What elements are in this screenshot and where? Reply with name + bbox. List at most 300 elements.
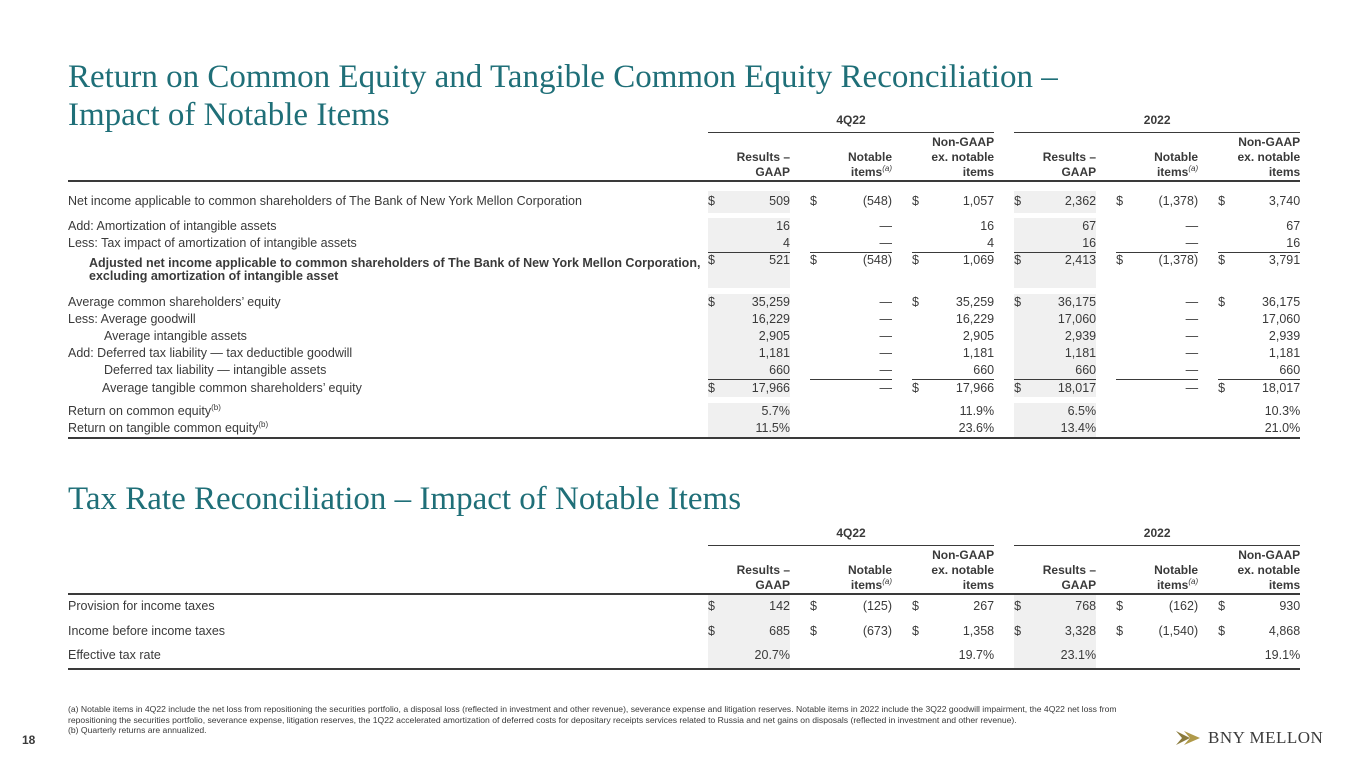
footnote-b: (b) Quarterly returns are annualized. [68, 725, 207, 735]
currency-symbol [810, 345, 836, 362]
tax-period-header-row [68, 525, 1300, 546]
column-header-nongaap: Non-GAAP ex. notable items [912, 546, 994, 594]
currency-symbol [1116, 311, 1142, 328]
column-gap [790, 594, 810, 619]
column-gap [1198, 594, 1218, 619]
value-cell: 11.5% [734, 420, 790, 438]
column-gap [892, 218, 912, 235]
value-cell: 10.3% [1264, 404, 1301, 418]
value-cell: 685 [734, 619, 790, 644]
column-gap [1198, 644, 1218, 669]
column-gap [1198, 328, 1218, 345]
value-cell: 36,175 [1261, 295, 1301, 309]
column-gap [790, 235, 810, 253]
column-gap [1198, 345, 1218, 362]
row-label: Net income applicable to common shareholders of The Bank of New York Mellon Corporation [68, 194, 582, 208]
row-label: Adjusted net income applicable to common shareholders of The Bank of New York Mellon Corporation, excluding amortization of intangible asset [89, 256, 701, 283]
column-gap [1198, 619, 1218, 644]
column-gap [1096, 345, 1116, 362]
currency-symbol: $ [912, 623, 919, 638]
value-cell: — [1185, 329, 1199, 343]
value-cell: (162) [1168, 599, 1199, 613]
currency-symbol [708, 403, 734, 420]
currency-symbol [1116, 403, 1142, 420]
column-gap [1198, 191, 1218, 213]
currency-symbol: $ [1116, 252, 1124, 267]
row-label: Return on tangible common equity$^{(b)}$ [68, 420, 708, 438]
currency-symbol [1014, 644, 1040, 669]
currency-symbol: $ [1014, 294, 1040, 311]
row-label: Effective tax rate [68, 644, 708, 669]
footnote-ref-a: (a) [882, 576, 892, 586]
value-cell: 16 [1244, 235, 1300, 253]
value-cell [836, 403, 892, 420]
currency-symbol [1116, 235, 1142, 253]
currency-symbol: $ [1116, 599, 1124, 613]
currency-symbol [1116, 294, 1142, 311]
column-gap [790, 362, 810, 380]
value-cell: 1,181 [734, 345, 790, 362]
column-gap [892, 294, 912, 311]
row-label: Average common shareholders’ equity [68, 295, 281, 309]
currency-symbol: $ [810, 623, 817, 638]
value-cell [1142, 644, 1198, 669]
column-gap [892, 619, 912, 644]
column-gap [1096, 362, 1116, 380]
page-number: 18 [22, 733, 36, 747]
spacer-row [68, 181, 1300, 191]
value-cell: — [1185, 312, 1199, 326]
currency-symbol [810, 218, 836, 235]
row-label: Add: Deferred tax liability — tax deductible goodwill [68, 346, 353, 360]
column-gap [1198, 294, 1218, 311]
value-cell: 660 [734, 362, 790, 380]
column-header-gaap: Results – GAAP [708, 546, 790, 594]
currency-symbol [1116, 362, 1142, 380]
currency-symbol [1218, 328, 1244, 345]
value-cell: 18,017 [1040, 380, 1096, 398]
currency-symbol [912, 345, 938, 362]
column-gap [994, 380, 1014, 398]
value-cell [836, 420, 892, 438]
value-cell: 4 [734, 235, 790, 253]
currency-symbol: $ [1116, 623, 1124, 638]
currency-symbol [1014, 235, 1040, 253]
value-cell: 67 [1040, 218, 1096, 235]
value-cell: 2,362 [1040, 191, 1096, 213]
value-cell: 18,017 [1261, 381, 1301, 395]
currency-symbol [708, 420, 734, 438]
header-spacer [68, 525, 708, 546]
currency-symbol: $ [1218, 252, 1226, 267]
header-gap [892, 133, 912, 181]
value-cell: 1,181 [1040, 345, 1096, 362]
value-cell: 5.7% [734, 403, 790, 420]
value-cell: 3,740 [1268, 194, 1301, 208]
currency-symbol [1218, 235, 1244, 253]
bny-mellon-logo-icon [1176, 729, 1202, 747]
currency-symbol [1014, 218, 1040, 235]
table-row [68, 380, 1300, 398]
value-cell: 660 [1040, 362, 1096, 380]
value-cell: 2,939 [1268, 329, 1301, 343]
header-gap [1198, 546, 1218, 594]
currency-symbol: $ [1218, 381, 1226, 395]
tax-column-header-row [68, 546, 1300, 594]
value-cell: 4 [938, 235, 994, 253]
row-label: Less: Tax impact of amortization of intangible assets [68, 235, 357, 250]
currency-symbol [708, 328, 734, 345]
currency-symbol [1116, 644, 1142, 669]
value-cell: 13.4% [1040, 420, 1096, 438]
value-cell: — [836, 235, 892, 253]
column-gap [1096, 235, 1116, 253]
currency-symbol: $ [1116, 194, 1124, 208]
value-cell: — [1142, 235, 1198, 253]
row-label: Income before income taxes [68, 623, 226, 638]
period-header-4q22: 4Q22 [708, 112, 994, 133]
currency-symbol [810, 420, 836, 438]
logo-text: BNY MELLON [1208, 728, 1324, 747]
currency-symbol: $ [1014, 252, 1040, 288]
footnote-ref-b: (b) [211, 402, 221, 412]
column-gap [1198, 235, 1218, 253]
value-cell: 3,328 [1040, 619, 1096, 644]
value-cell: — [1185, 346, 1199, 360]
column-gap [994, 619, 1014, 644]
column-gap [892, 191, 912, 213]
column-gap [790, 311, 810, 328]
value-cell: 35,259 [955, 295, 995, 309]
value-cell: 35,259 [734, 294, 790, 311]
column-gap [892, 362, 912, 380]
roe-period-header-row [68, 112, 1300, 133]
spacer-cell [68, 181, 1300, 191]
value-cell: 17,966 [734, 380, 790, 398]
value-cell: 20.7% [734, 644, 790, 669]
currency-symbol [912, 644, 938, 669]
value-cell: 11.9% [959, 404, 995, 418]
column-gap [892, 345, 912, 362]
column-gap [1198, 380, 1218, 398]
header-label-spacer [68, 133, 708, 181]
column-gap [790, 328, 810, 345]
column-gap [1198, 218, 1218, 235]
column-gap [790, 644, 810, 669]
currency-symbol [1014, 345, 1040, 362]
value-cell: 21.0% [1244, 420, 1300, 438]
table-row [68, 218, 1300, 235]
currency-symbol: $ [912, 252, 919, 267]
currency-symbol: $ [1014, 619, 1040, 644]
column-gap [1198, 420, 1218, 438]
value-cell: 17,060 [1040, 311, 1096, 328]
value-cell [1142, 420, 1198, 438]
value-cell: 3,791 [1268, 252, 1301, 267]
column-gap [994, 328, 1014, 345]
currency-symbol [1014, 420, 1040, 438]
value-cell: — [879, 312, 892, 326]
column-gap [892, 328, 912, 345]
column-gap [892, 644, 912, 669]
currency-symbol: $ [1218, 194, 1226, 208]
period-header-4q22: 4Q22 [708, 525, 994, 546]
value-cell: 1,358 [962, 623, 995, 638]
value-cell: 19.7% [938, 644, 994, 669]
row-label: Return on common equity$^{(b)}$ [68, 402, 221, 418]
column-gap [1096, 294, 1116, 311]
column-header-gaap: Results – GAAP [708, 133, 790, 181]
value-cell: 1,181 [962, 346, 995, 360]
table-row [68, 403, 1300, 420]
currency-symbol: $ [912, 599, 919, 613]
footnote-ref-a: (a) [1188, 163, 1199, 173]
value-cell: — [879, 295, 892, 309]
column-gap [1198, 362, 1218, 380]
column-gap [994, 594, 1014, 619]
value-cell: — [1185, 218, 1199, 233]
value-cell: — [879, 218, 892, 233]
currency-symbol [810, 380, 836, 398]
column-gap [1096, 218, 1116, 235]
value-cell: 2,413 [1040, 252, 1096, 288]
column-gap [892, 594, 912, 619]
column-gap [994, 403, 1014, 420]
table-row [68, 594, 1300, 619]
value-cell: 768 [1040, 594, 1096, 619]
value-cell: — [879, 346, 892, 360]
header-gap [1198, 133, 1218, 181]
value-cell: — [879, 329, 892, 343]
currency-symbol [810, 403, 836, 420]
currency-symbol: $ [708, 380, 734, 398]
footnote-a: (a) Notable items in 4Q22 include the net loss from repositioning the securities portfolio, a disposal loss (reflected in investment and other revenue), severance expense and litigation reserves. Notable items in 2022 include the 3Q22 goodwill impairment, the 4Q22 net loss from repositioning the securities portfolio, severance expense, litigation reserves, the 1Q22 accelerated amortization of deferred costs for depositary receipts services related to Russia and net gains on disposals (reflected in investment and other revenue). [68, 704, 1117, 725]
column-gap [1096, 328, 1116, 345]
value-cell: — [879, 381, 892, 395]
column-header-gaap: Results – GAAP [1014, 133, 1096, 181]
currency-symbol [1014, 403, 1040, 420]
column-gap [994, 218, 1014, 235]
currency-symbol [810, 235, 836, 253]
column-gap [1096, 380, 1116, 398]
page-title: Return on Common Equity and Tangible Common Equity Reconciliation – Impact of Notable Items [68, 59, 1058, 133]
bny-mellon-logo [1176, 728, 1323, 748]
currency-symbol [912, 362, 938, 380]
column-gap [994, 644, 1014, 669]
currency-symbol [1116, 218, 1142, 235]
value-cell: 660 [1244, 362, 1300, 380]
value-cell: 19.1% [1244, 644, 1300, 669]
section-title-tax-rate: Tax Rate Reconciliation – Impact of Notable Items [68, 481, 742, 517]
value-cell: (1,540) [1158, 623, 1199, 638]
header-gap [892, 546, 912, 594]
value-cell: (1,378) [1158, 194, 1199, 208]
currency-symbol: $ [708, 619, 734, 644]
currency-symbol: $ [1014, 191, 1040, 213]
value-cell: 1,069 [962, 252, 995, 267]
currency-symbol [810, 644, 836, 669]
currency-symbol [912, 218, 938, 235]
column-gap [1198, 403, 1218, 420]
currency-symbol [810, 294, 836, 311]
currency-symbol [1218, 311, 1244, 328]
currency-symbol [708, 218, 734, 235]
currency-symbol [1218, 218, 1244, 235]
table-row [68, 619, 1300, 644]
value-cell: 16 [980, 218, 995, 233]
currency-symbol [1116, 420, 1142, 438]
column-header-notable: Notable items$^{(a)}$ [810, 546, 892, 594]
value-cell: — [1185, 295, 1199, 309]
column-gap [994, 294, 1014, 311]
currency-symbol [1218, 403, 1244, 420]
currency-symbol [810, 362, 836, 380]
header-gap [1096, 133, 1116, 181]
currency-symbol [1116, 345, 1142, 362]
value-cell: 23.1% [1040, 644, 1096, 669]
column-gap [1096, 252, 1116, 288]
currency-symbol [1014, 328, 1040, 345]
value-cell: 4,868 [1268, 623, 1301, 638]
column-gap [790, 380, 810, 398]
table-row [68, 235, 1300, 253]
value-cell: 16,229 [955, 312, 995, 326]
table-row [68, 252, 1300, 288]
column-gap [994, 420, 1014, 438]
value-cell: (548) [862, 252, 892, 267]
column-gap [994, 345, 1014, 362]
column-gap [1096, 594, 1116, 619]
column-header-nongaap: Non-GAAP ex. notable items [912, 133, 994, 181]
currency-symbol [708, 345, 734, 362]
currency-symbol [912, 235, 938, 253]
column-gap [1198, 311, 1218, 328]
row-label: Less: Average goodwill [68, 312, 196, 326]
column-gap [892, 252, 912, 288]
value-cell: 2,905 [734, 328, 790, 345]
currency-symbol [708, 644, 734, 669]
row-label: Average intangible assets [104, 329, 247, 343]
column-gap [994, 191, 1014, 213]
column-gap [1096, 311, 1116, 328]
column-header-nongaap: Non-GAAP ex. notable items [1218, 133, 1300, 181]
roe-column-header-row [68, 133, 1300, 181]
value-cell: — [1142, 362, 1198, 380]
currency-symbol [1218, 420, 1244, 438]
column-gap [1096, 420, 1116, 438]
value-cell [836, 644, 892, 669]
value-cell: 67 [1286, 218, 1301, 233]
table-row [68, 362, 1300, 380]
table-row [68, 420, 1300, 438]
value-cell: 36,175 [1040, 294, 1096, 311]
table-row [68, 644, 1300, 669]
header-gap [994, 112, 1014, 133]
value-cell: (1,378) [1158, 252, 1199, 267]
header-spacer [68, 112, 708, 133]
column-gap [1096, 619, 1116, 644]
currency-symbol [708, 311, 734, 328]
value-cell: 521 [734, 252, 790, 288]
currency-symbol: $ [810, 599, 817, 613]
currency-symbol [810, 311, 836, 328]
column-gap [994, 252, 1014, 288]
value-cell: 16 [734, 218, 790, 235]
table-row [68, 328, 1300, 345]
column-gap [790, 218, 810, 235]
value-cell [1142, 403, 1198, 420]
header-gap [790, 546, 810, 594]
header-gap [1096, 546, 1116, 594]
value-cell: 2,939 [1040, 328, 1096, 345]
value-cell: 23.6% [938, 420, 994, 438]
currency-symbol: $ [810, 194, 817, 208]
column-gap [892, 420, 912, 438]
currency-symbol: $ [810, 252, 817, 267]
currency-symbol [912, 311, 938, 328]
value-cell: 17,966 [955, 381, 995, 395]
column-header-gaap: Results – GAAP [1014, 546, 1096, 594]
currency-symbol [912, 420, 938, 438]
column-gap [892, 403, 912, 420]
currency-symbol: $ [708, 294, 734, 311]
column-gap [892, 380, 912, 398]
row-label: Deferred tax liability — intangible assets [104, 363, 327, 378]
value-cell: (125) [862, 599, 892, 613]
footnotes [68, 704, 1148, 736]
column-gap [892, 235, 912, 253]
column-gap [790, 619, 810, 644]
currency-symbol [912, 328, 938, 345]
value-cell: (548) [862, 194, 892, 208]
currency-symbol: $ [912, 194, 919, 208]
column-gap [790, 294, 810, 311]
column-gap [892, 311, 912, 328]
table-row [68, 311, 1300, 328]
column-gap [1198, 252, 1218, 288]
value-cell: — [1185, 381, 1199, 395]
column-gap [790, 345, 810, 362]
currency-symbol: $ [708, 252, 734, 288]
footnote-ref-b: (b) [258, 419, 269, 429]
value-cell: 660 [938, 362, 994, 380]
value-cell: 6.5% [1040, 403, 1096, 420]
currency-symbol: $ [1014, 594, 1040, 619]
currency-symbol: $ [1218, 599, 1226, 613]
roe-reconciliation-table [68, 112, 1300, 439]
currency-symbol: $ [1014, 380, 1040, 398]
column-gap [1096, 191, 1116, 213]
currency-symbol [708, 362, 734, 380]
column-gap [1096, 644, 1116, 669]
footnote-ref-a: (a) [1188, 576, 1199, 586]
value-cell: 1,057 [962, 194, 995, 208]
currency-symbol [810, 328, 836, 345]
currency-symbol: $ [708, 191, 734, 213]
column-gap [790, 252, 810, 288]
value-cell: 509 [734, 191, 790, 213]
value-cell: 930 [1279, 599, 1301, 613]
value-cell: — [836, 362, 892, 380]
column-header-notable: Notable items$^{(a)}$ [1116, 133, 1198, 181]
currency-symbol: $ [1218, 623, 1226, 638]
value-cell: 142 [734, 594, 790, 619]
header-label-spacer [68, 546, 708, 594]
value-cell: 17,060 [1261, 312, 1301, 326]
column-header-notable: Notable items$^{(a)}$ [810, 133, 892, 181]
value-cell: 1,181 [1268, 346, 1301, 360]
currency-symbol [1116, 328, 1142, 345]
